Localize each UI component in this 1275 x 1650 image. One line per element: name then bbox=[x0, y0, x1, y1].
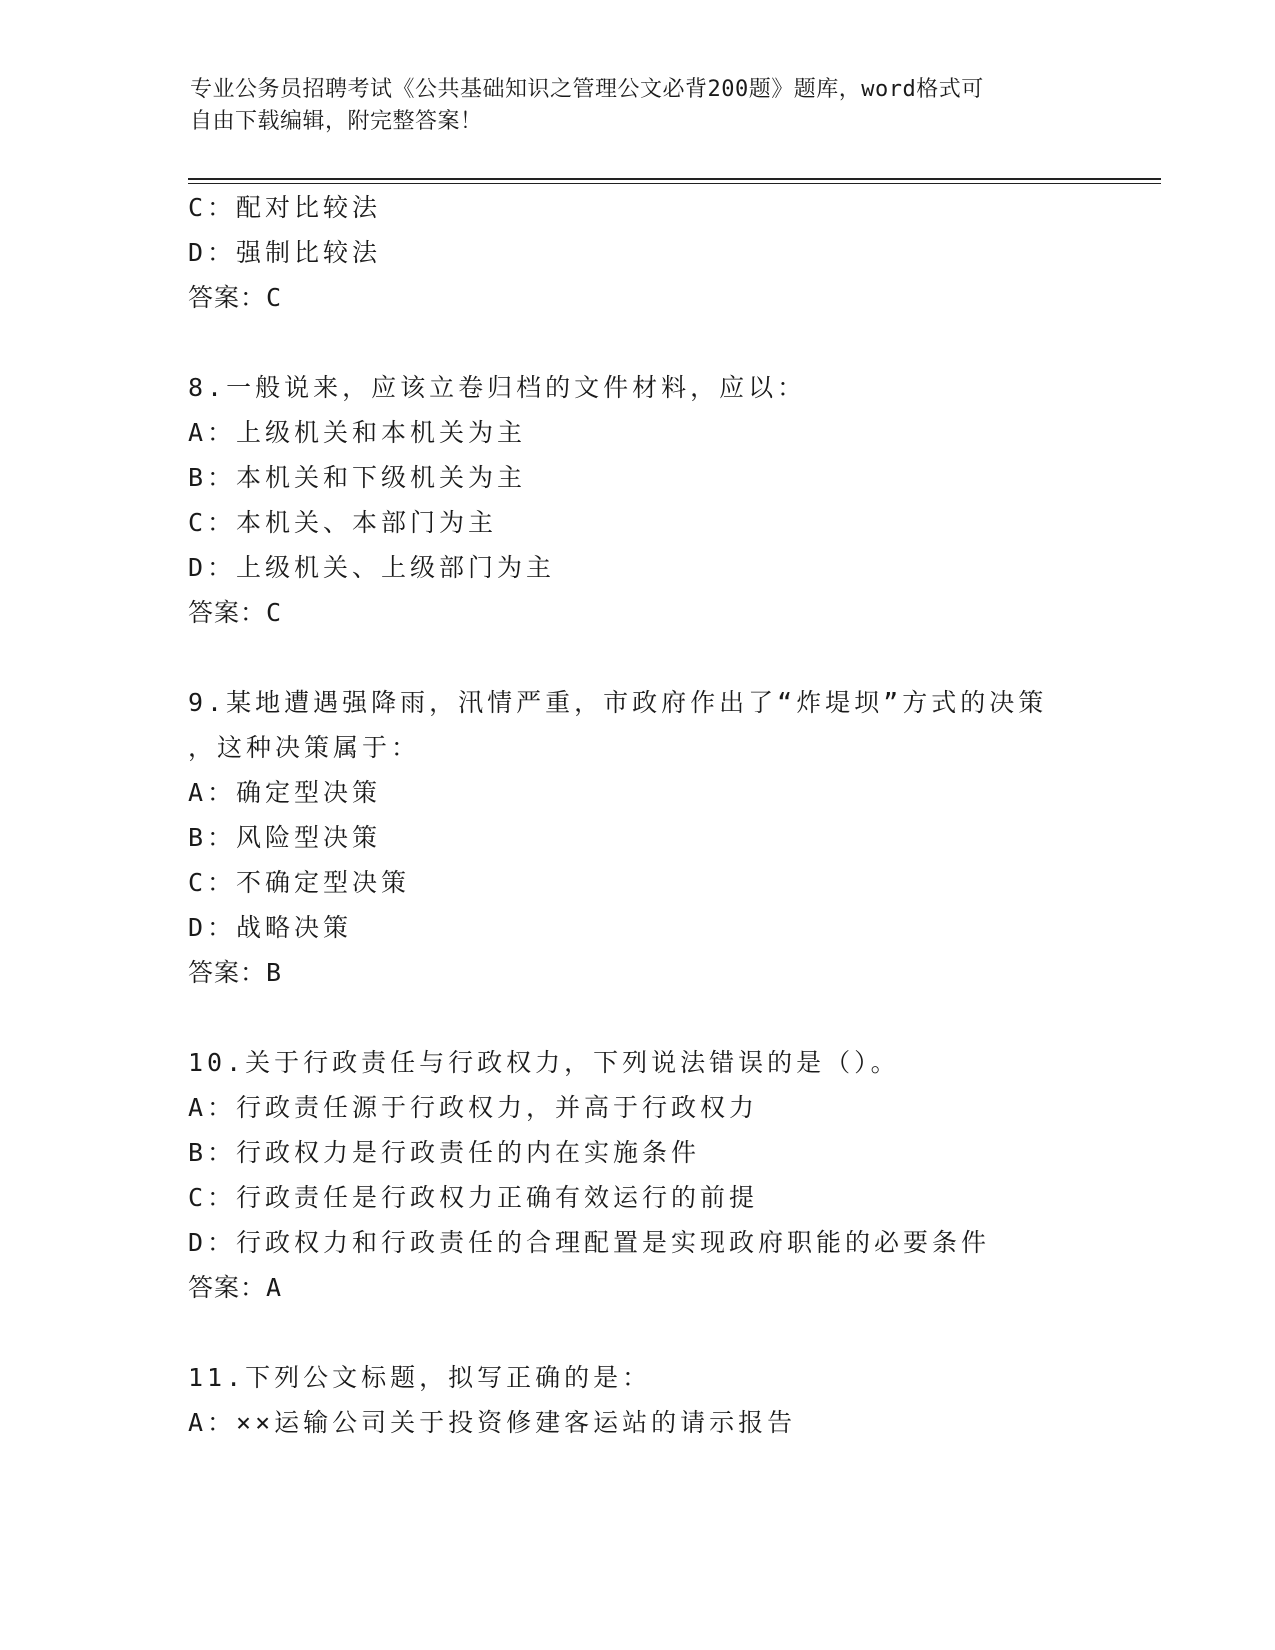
q8-option-c: C：本机关、本部门为主 bbox=[188, 508, 498, 537]
q8-stem: 8.一般说来，应该立卷归档的文件材料，应以： bbox=[188, 373, 807, 402]
q9-option-c: C：不确定型决策 bbox=[188, 868, 411, 897]
q11-stem: 11.下列公文标题，拟写正确的是： bbox=[188, 1363, 652, 1392]
q9-option-a: A：确定型决策 bbox=[188, 778, 382, 807]
q8-option-a: A：上级机关和本机关为主 bbox=[188, 418, 527, 447]
q10-option-c: C：行政责任是行政权力正确有效运行的前提 bbox=[188, 1183, 759, 1212]
q9-answer: 答案：B bbox=[188, 958, 283, 987]
q10-answer: 答案：A bbox=[188, 1273, 283, 1302]
q10-option-d: D：行政权力和行政责任的合理配置是实现政府职能的必要条件 bbox=[188, 1228, 991, 1257]
q8-answer: 答案：C bbox=[188, 598, 283, 627]
q9-option-d: D：战略决策 bbox=[188, 913, 353, 942]
header-line-1: 专业公务员招聘考试《公共基础知识之管理公文必背200题》题库，word格式可 bbox=[190, 77, 984, 102]
q8-option-b: B：本机关和下级机关为主 bbox=[188, 463, 527, 492]
q10-stem: 10.关于行政责任与行政权力，下列说法错误的是（）。 bbox=[188, 1048, 900, 1077]
header-divider bbox=[188, 178, 1161, 180]
q9-option-b: B：风险型决策 bbox=[188, 823, 382, 852]
header-line-2: 自由下载编辑，附完整答案！ bbox=[190, 109, 483, 134]
q7-answer: 答案：C bbox=[188, 283, 283, 312]
q11-option-a: A：××运输公司关于投资修建客运站的请示报告 bbox=[188, 1408, 797, 1437]
header-divider-thin bbox=[188, 183, 1161, 184]
q9-stem-line-1: 9.某地遭遇强降雨，汛情严重，市政府作出了“炸堤坝”方式的决策 bbox=[188, 688, 1048, 717]
q7-option-d: D：强制比较法 bbox=[188, 238, 382, 267]
page-header bbox=[190, 74, 1090, 138]
q10-option-b: B：行政权力是行政责任的内在实施条件 bbox=[188, 1138, 701, 1167]
q10-option-a: A：行政责任源于行政权力，并高于行政权力 bbox=[188, 1093, 759, 1122]
q8-option-d: D：上级机关、上级部门为主 bbox=[188, 553, 556, 582]
q7-option-c: C：配对比较法 bbox=[188, 193, 382, 222]
q9-stem-line-2: ，这种决策属于： bbox=[188, 733, 421, 762]
